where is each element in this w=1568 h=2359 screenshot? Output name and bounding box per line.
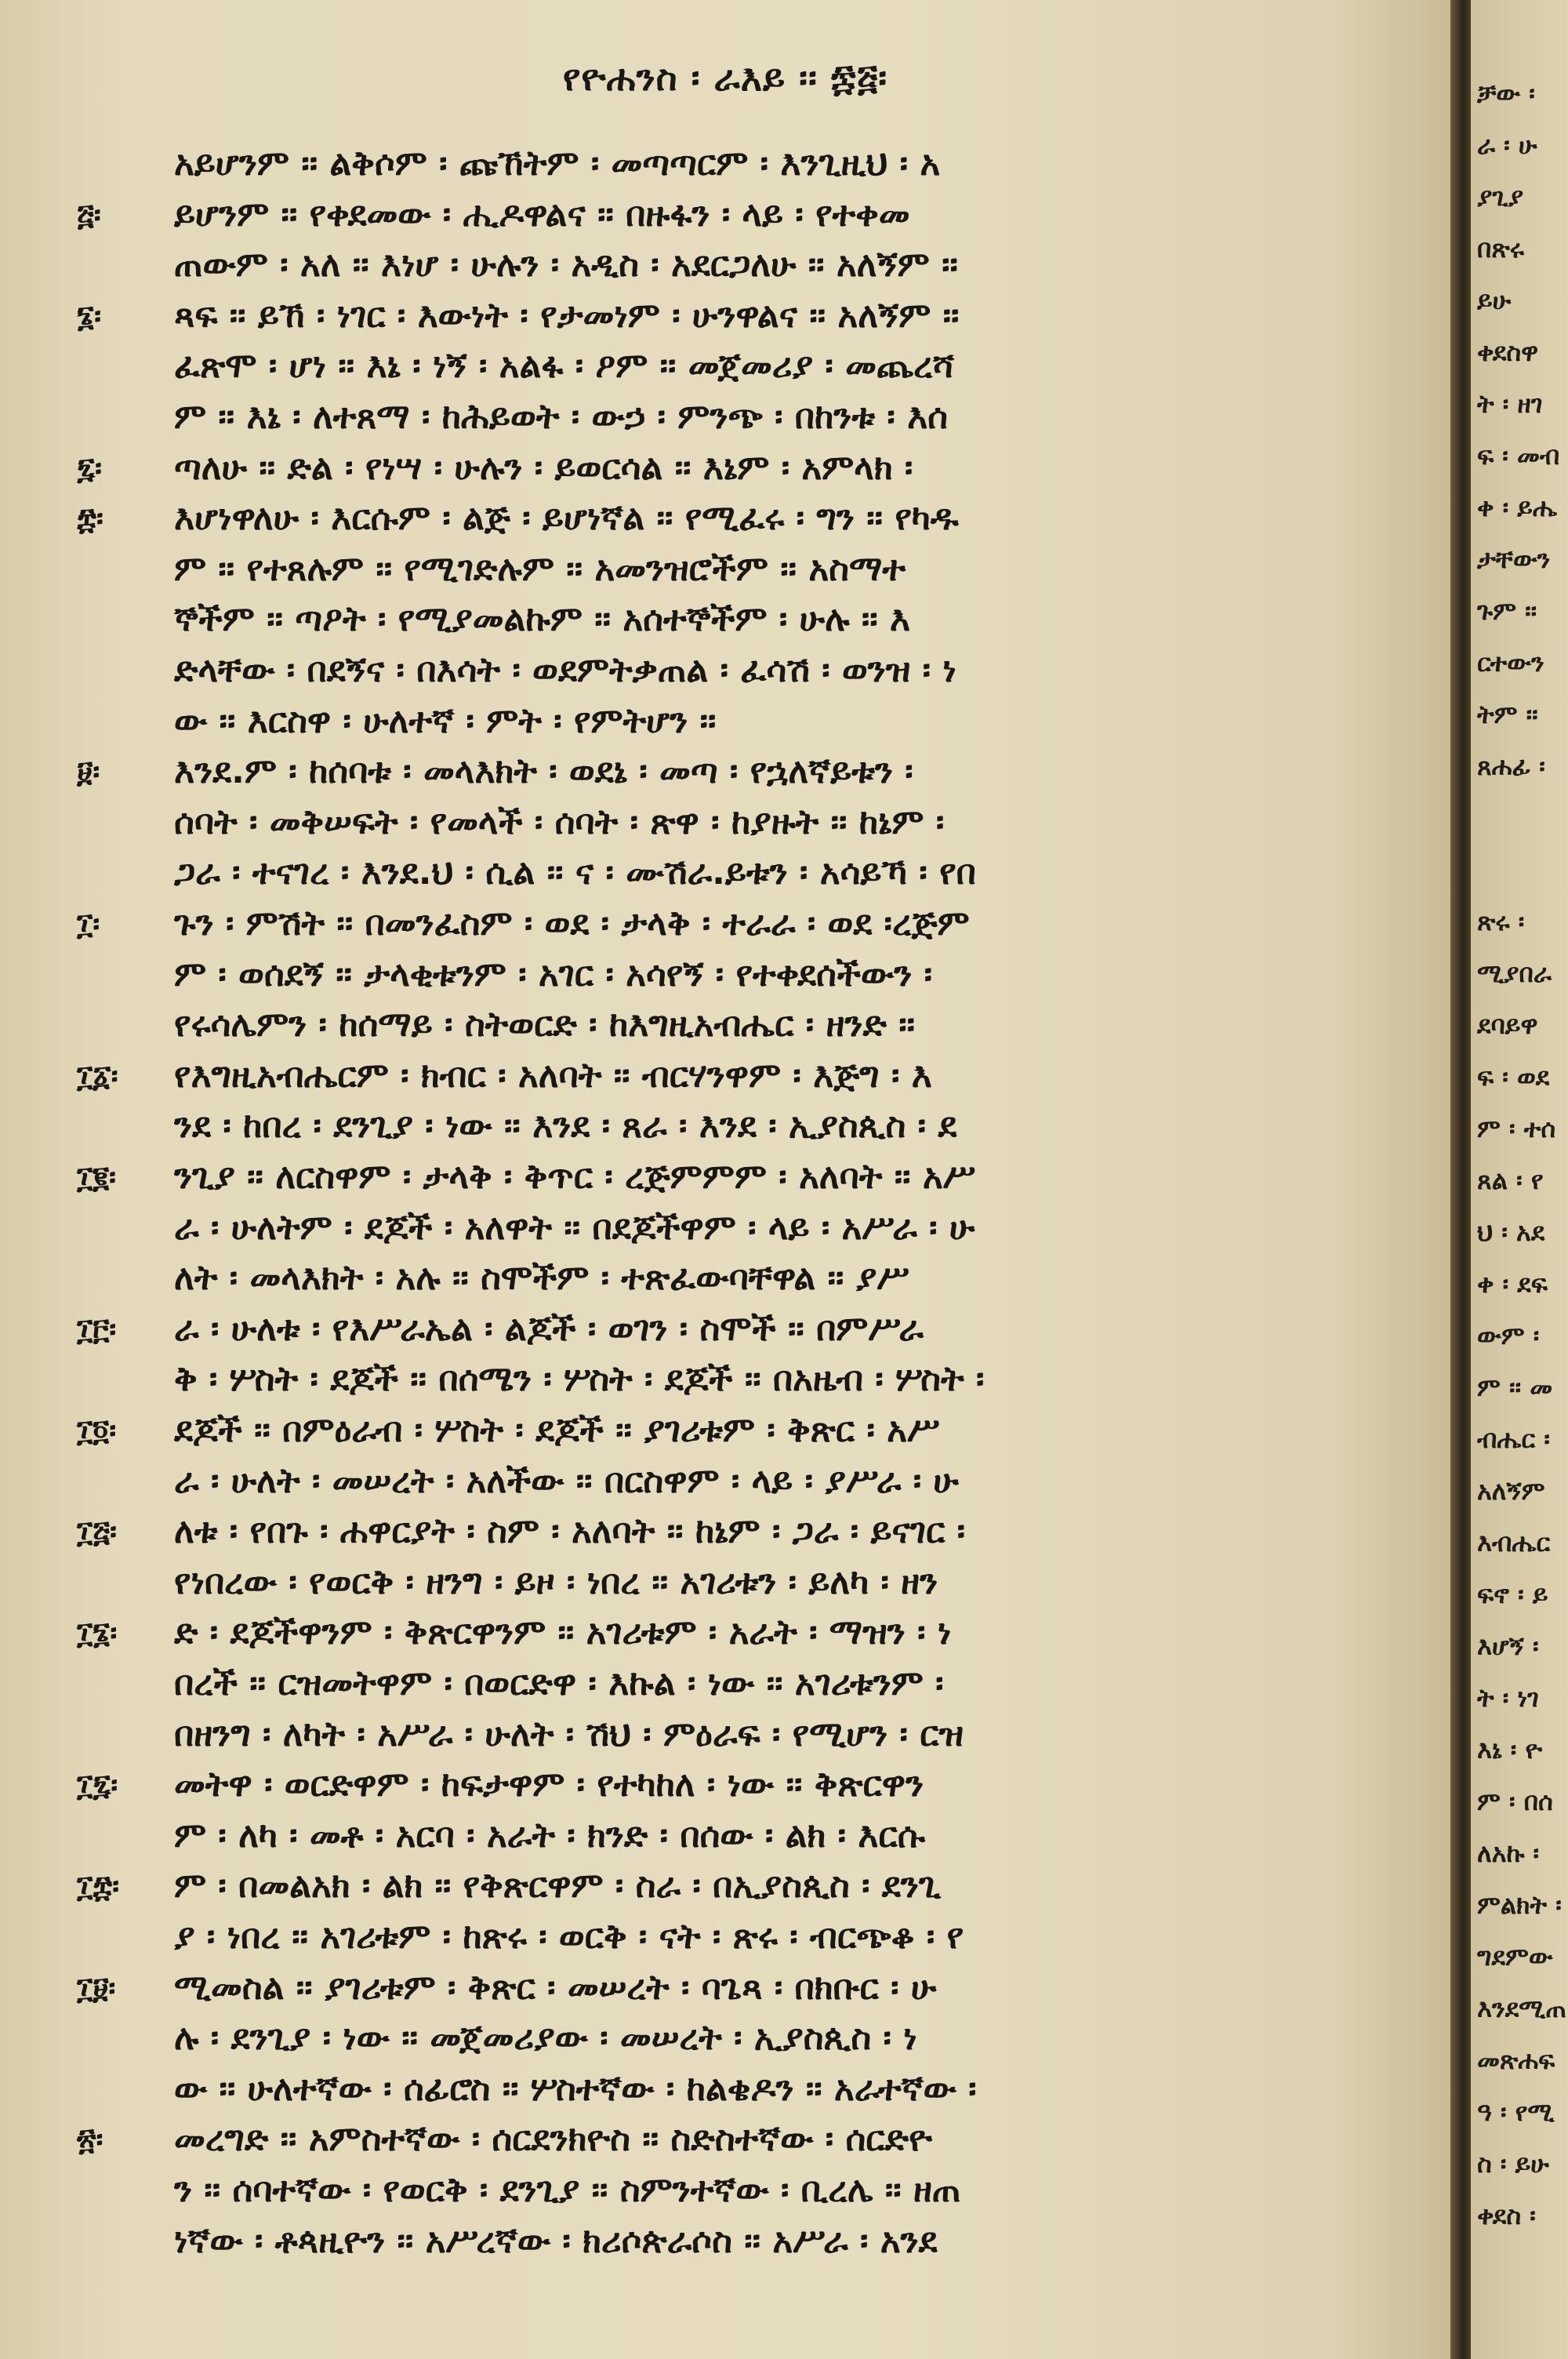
next-page-fragment: እብሔር [1477, 1528, 1551, 1558]
next-page-fragment: ፍኖ ፡ ይ [1477, 1579, 1548, 1609]
next-page-fragment: ውም ፡ [1477, 1321, 1540, 1350]
text-line: ን ፡፡ ሰባተኛው ፡ የወርቅ ፡ ደንጊያ ፡፡ ስምንተኛው ፡ ቢረሌ ፡፡ ዘጠ [174, 2170, 961, 2210]
verse-number: ፲፮፡ [77, 1616, 118, 1651]
next-page-fragment: ቀደስ ፡ [1477, 2201, 1536, 2230]
text-line: እሆነዋለሁ ፡ እርሱም ፡ ልጅ ፡ ይሆነኛል ፡፡ የሚፈሩ ፡ ግን ፡፡ የካዱ [174, 498, 959, 539]
next-page-fragment: ፍ ፡ ወደ [1477, 1062, 1550, 1092]
verse-number: ፲፭፡ [77, 1514, 117, 1550]
text-line: የሩሳሌምን ፡ ከሰማይ ፡ ስትወርድ ፡ ከእግዚአብሔር ፡ ዘንድ ፡፡ [174, 1005, 915, 1045]
next-page-fragment: በጽሩ [1477, 234, 1525, 264]
next-page-fragment: ስ ፡ ይሁ [1477, 2149, 1549, 2179]
next-page-fragment: ለአኩ ፡ [1477, 1838, 1540, 1868]
verse-number: ፲፰፡ [77, 1869, 120, 1904]
text-line: ም ፡፡ እኔ ፡ ለተጸማ ፡ ከሕይወት ፡ ውኃ ፡ ምንጭ ፡ በከንቱ ፡ እሰ [174, 397, 949, 437]
text-line: ም ፡ ወሰደኝ ፡፡ ታላቂቱንም ፡ አገር ፡ አሳየኝ ፡ የተቀደሰችውን ፡ [174, 954, 932, 994]
verse-number: ፳፡ [77, 2122, 103, 2157]
next-page-fragment: ጸል ፡ የ [1477, 1165, 1544, 1195]
page-header: የዮሐንስ ፡ ራእይ ፡፡ ፷፭፡ [562, 56, 888, 99]
next-page-fragment: እሆኝ ፡ [1477, 1631, 1539, 1661]
text-line: ጋራ ፡ ተናገረ ፡ እንደ.ህ ፡ ሲል ፡፡ ና ፡ ሙሽራ.ይቱን ፡ አሳይኻ ፡ የበ [174, 852, 976, 893]
text-line: ድ ፡ ደጆችዋንም ፡ ቅጽርዋንም ፡፡ አገሪቱም ፡ አራት ፡ ማዝን ፡ ነ [174, 1612, 952, 1653]
verse-number: ፯፡ [77, 450, 102, 485]
next-page-edge [1471, 0, 1568, 2359]
next-page-fragment: ሚያበራ [1477, 958, 1552, 988]
text-line: ራ ፡ ሁለት ፡ መሠረት ፡ አለችው ፡፡ በርስዋም ፡ ላይ ፡ ያሥራ ፡ ሁ [174, 1460, 959, 1501]
text-line: ጻፍ ፡፡ ይኸ ፡ ነገር ፡ እውነት ፡ የታመነም ፡ ሁንዋልና ፡፡ አለኝም ፡፡ [174, 295, 960, 336]
next-page-fragment: ምልክት ፡ [1477, 1890, 1562, 1920]
text-line: ሉ ፡ ደንጊያ ፡ ነው ፡፡ መጀመሪያው ፡ መሠረት ፡ ኢያስጲስ ፡ ነ [174, 2018, 917, 2059]
text-line: ድላቸው ፡ በደኝና ፡ በእሳት ፡ ወደምትቃጠል ፡ ፈሳሽ ፡ ወንዝ ፡ ነ [174, 650, 956, 690]
text-line: ይሆንም ፡፡ የቀደመው ፡ ሒዶዋልና ፡፡ በዙፋን ፡ ላይ ፡ የተቀመ [174, 194, 910, 234]
text-line: ደጆች ፡፡ በምዕራብ ፡ ሦስት ፡ ደጆች ፡፡ ያገሪቱም ፡ ቅጽር ፡ አሥ [174, 1410, 940, 1450]
text-line: የእግዚአብሔርም ፡ ክብር ፡ አለባት ፡፡ ብርሃንዋም ፡ እጅግ ፡ እ [174, 1055, 932, 1096]
text-line: ው ፡፡ እርስዋ ፡ ሁለተኛ ፡ ምት ፡ የምትሆን ፡፡ [174, 700, 717, 741]
next-page-fragment: ብሔር ፡ [1477, 1424, 1550, 1454]
next-page-fragment: ፍ ፡ መብ [1477, 441, 1560, 471]
text-line: ንጊያ ፡፡ ለርስዋም ፡ ታላቅ ፡ ቅጥር ፡ ረጅምምም ፡ አለባት ፡፡ አሥ [174, 1157, 976, 1197]
next-page-fragment: ይሁ [1477, 285, 1512, 315]
text-column [174, 140, 1374, 2273]
next-page-fragment: ቻው ፡ [1477, 78, 1535, 108]
text-line: ነኛው ፡ ቶጳዚዮን ፡፡ አሥረኛው ፡ ክሪሶጵራሶስ ፡፡ አሥራ ፡ አንደ [174, 2220, 938, 2261]
verse-number: ፲፡ [77, 907, 100, 941]
verse-number: ፲፯፡ [77, 1768, 118, 1803]
text-line: ው ፡፡ ሁለተኛው ፡ ሰፊሮስ ፡፡ ሦስተኛው ፡ ከልቄዶን ፡፡ አራተኛው ፡ [174, 2068, 977, 2109]
verse-number: ፲፫፡ [77, 1311, 117, 1347]
text-line: ኞችም ፡፡ ጣዖት ፡ የሚያመልኩም ፡፡ አሰተኞችም ፡ ሁሉ ፡፡ እ [174, 599, 911, 640]
text-line: ራ ፡ ሁለትም ፡ ደጆች ፡ አለዋት ፡፡ በደጆችዋም ፡ ላይ ፡ አሥራ ፡ ሁ [174, 1207, 975, 1248]
text-line: ሚመስል ፡፡ ያገሪቱም ፡ ቅጽር ፡ መሠረት ፡ ባጌጻ ፡ በክቡር ፡ ሁ [174, 1967, 937, 2008]
book-gutter [1450, 0, 1471, 2359]
text-line: ሰባት ፡ መቅሠፍት ፡ የመላች ፡ ሰባት ፡ ጽዋ ፡ ከያዙት ፡፡ ከኔም ፡ [174, 801, 945, 842]
next-page-fragment: ቀ ፡ ይሔ [1477, 493, 1558, 522]
next-page-fragment: መጽሐፍ [1477, 2045, 1555, 2075]
next-page-fragment: ደባይዋ [1477, 1010, 1538, 1040]
next-page-fragment: ት ፡ ነገ [1477, 1683, 1539, 1713]
next-page-fragment: ትም ፡፡ [1477, 700, 1538, 729]
next-page-fragment: ጽሩ ፡ [1477, 907, 1525, 936]
verse-number: ፮፡ [77, 298, 102, 333]
text-line: መትዋ ፡ ወርድዋም ፡ ከፍታዋም ፡ የተካከለ ፡ ነው ፡፡ ቅጽርዋን [174, 1765, 924, 1805]
verse-number: ፲፪፡ [77, 1160, 116, 1194]
verse-number: ፱፡ [77, 754, 100, 790]
text-line: ያ ፡ ነበረ ፡፡ አገሪቱም ፡ ከጽሩ ፡ ወርቅ ፡ ናት ፡ ጽሩ ፡ ብርጭቆ ፡ የ [174, 1917, 964, 1957]
next-page-fragment: ም ፡፡ መ [1477, 1372, 1553, 1402]
next-page-fragment: ጉም ፡፡ [1477, 596, 1537, 626]
text-line: ጠውም ፡ አለ ፡፡ እነሆ ፡ ሁሉን ፡ አዲስ ፡ አደርጋለሁ ፡፡ አለኝም ፡፡ [174, 245, 958, 285]
next-page-fragment: ም ፡ ተሰ [1477, 1114, 1556, 1143]
verse-number: ፲፬፡ [77, 1413, 117, 1448]
next-page-fragment: ግደምው [1477, 1942, 1553, 1972]
text-line: የነበረው ፡ የወርቅ ፡ ዘንግ ፡ ይዞ ፡ ነበረ ፡፡ አገሪቱን ፡ ይለካ ፡ ዘን [174, 1561, 938, 1602]
next-page-fragment: ታቸውን [1477, 544, 1551, 574]
text-line: ም ፡ ለካ ፡ መቶ ፡ አርባ ፡ አራት ፡ ክንድ ፡ በሰው ፡ ልክ ፡ እርሱ [174, 1815, 926, 1856]
text-line: ለት ፡ መላእክት ፡ አሉ ፡፡ ስሞችም ፡ ተጽፈውባቸዋል ፡፡ ያሥ [174, 1258, 910, 1299]
text-line: ራ ፡ ሁለቱ ፡ የእሥራኤል ፡ ልጆች ፡ ወገን ፡ ስሞች ፡፡ በምሥራ [174, 1308, 924, 1349]
text-line: ፈጽሞ ፡ ሆነ ፡፡ እኔ ፡ ነኝ ፡ አልፋ ፡ ዖም ፡፡ መጀመሪያ ፡ መጨረሻ [174, 346, 955, 387]
text-line: ም ፡፡ የተጸሉም ፡፡ የሚገድሉም ፡፡ አመንዝሮችም ፡፡ አስማተ [174, 548, 906, 589]
next-page-fragment: ራ ፡ ሁ [1477, 130, 1537, 160]
text-line: ም ፡ በመልአክ ፡ ልክ ፡፡ የቅጽርዋም ፡ ስራ ፡ በኢያስጲስ ፡ ደንጊ [174, 1866, 941, 1906]
text-line: ለቱ ፡ የበጉ ፡ ሐዋርያት ፡ ስም ፡ አለባት ፡፡ ከኔም ፡ ጋራ ፡ ይናገር ፡ [174, 1511, 966, 1552]
next-page-fragment: አለኝም [1477, 1476, 1545, 1506]
text-line: ጉን ፡ ምሽት ፡፡ በመንፈስም ፡ ወደ ፡ ታላቅ ፡ ተራራ ፡ ወደ ፡ረጅም [174, 903, 970, 943]
next-page-fragment: ቀ ፡ ደፍ [1477, 1269, 1548, 1299]
verse-number: ፭፡ [77, 197, 101, 232]
text-line: ቅ ፡ ሦስት ፡ ደጆች ፡፡ በሰሜን ፡ ሦስት ፡ ደጆች ፡፡ በአዜብ ፡ ሦስት ፡ [174, 1359, 985, 1400]
next-page-fragment: ህ ፡ አደ [1477, 1217, 1545, 1247]
next-page-fragment: ርተውን [1477, 648, 1544, 678]
text-line: ጣለሁ ፡፡ ድል ፡ የነሣ ፡ ሁሉን ፡ ይወርሳል ፡፡ እኔም ፡ አምላክ ፡ [174, 447, 913, 488]
verse-number: ፰፡ [77, 501, 103, 536]
next-page-fragment: ዓ ፡ የሚ [1477, 2097, 1555, 2127]
next-page-fragment: ጸሐፊ ፡ [1477, 751, 1545, 781]
next-page-fragment: እንደሚጠ [1477, 1994, 1566, 2023]
text-line: በዘንግ ፡ ለካት ፡ አሥራ ፡ ሁለት ፡ ሽህ ፡ ምዕራፍ ፡ የሚሆን ፡ ርዝ [174, 1714, 964, 1754]
text-line: ንደ ፡ ከበረ ፡ ደንጊያ ፡ ነው ፡፡ እንደ ፡ ጸራ ፡ እንደ ፡ ኢያስጲስ ፡ ደ [174, 1106, 957, 1147]
text-line: መረግድ ፡፡ አምስተኛው ፡ ሰርደንክዮስ ፡፡ ስድስተኛው ፡ ሰርድዮ [174, 2119, 932, 2160]
next-page-fragment: ያጊያ [1477, 182, 1524, 212]
next-page-fragment: ቀደስዋ [1477, 337, 1539, 367]
text-line: አይሆንም ፡፡ ልቅሶም ፡ ጩኸትም ፡ መጣጣርም ፡ እንጊዚህ ፡ አ [174, 144, 941, 184]
next-page-fragment: እኔ ፡ ዮ [1477, 1735, 1543, 1765]
next-page-fragment: ም ፡ በሰ [1477, 1787, 1553, 1816]
verse-number: ፲፱፡ [77, 1970, 116, 2005]
next-page-fragment: ት ፡ ዘገ [1477, 389, 1543, 419]
verse-number: ፲፩፡ [77, 1058, 118, 1093]
text-line: በረች ፡፡ ርዝመትዋም ፡ በወርድዋ ፡ እኩል ፡ ነው ፡፡ አገሪቱንም ፡ [174, 1663, 944, 1703]
text-line: እንደ.ም ፡ ከሰባቱ ፡ መላእክት ፡ ወደኔ ፡ መጣ ፡ የኋለኛይቱን ፡ [174, 751, 913, 792]
